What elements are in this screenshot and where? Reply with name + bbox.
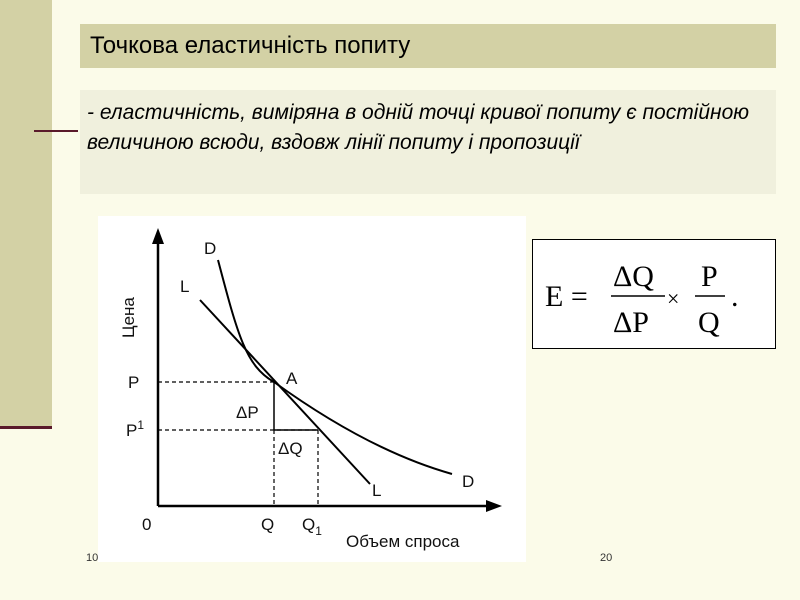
point-label: A [286,369,298,388]
formula-num2: P [701,260,718,293]
p-label: P [128,373,140,392]
formula-svg [533,240,777,350]
x-axis-arrow [486,500,502,512]
demand-curve [218,260,452,474]
formula-box [532,239,776,349]
line-label-top: L [180,277,190,296]
definition-text: - еластичність, виміряна в одній точці кривої попиту є постійною величиною всюди, вздовж лінії попиту і пропозиції [87,101,750,154]
curve-label-top: D [204,239,217,258]
page-number-left: 10 [86,552,99,564]
formula-den2: Q [698,306,720,339]
line-label-end: L [372,481,382,500]
y-axis-arrow [152,228,164,244]
curve-label-end: D [462,472,475,491]
formula-num1: ΔQ [613,260,654,293]
accent-line [34,130,78,132]
p1-label: $P^1$ [126,418,145,440]
delta-q-label: ΔQ [278,439,303,458]
x-axis-label: Объем спроса [346,532,460,551]
formula-end: . [731,280,739,313]
side-band [0,0,52,428]
formula-lhs: E = [545,280,588,313]
title-bar [80,24,776,68]
page-number-right: 20 [600,552,613,564]
formula-times: × [667,286,680,311]
definition-box [80,90,776,194]
origin-label: 0 [142,515,152,534]
graph-svg [98,216,526,562]
y-axis-label: Цена [119,297,138,338]
slide-title: Точкова еластичність попиту [90,32,411,59]
q1-label: $Q_1$ [302,515,322,538]
formula-den1: ΔP [613,306,649,339]
q-label: Q [261,515,275,534]
delta-p-label: ΔP [236,403,259,422]
elasticity-graph [98,216,526,562]
side-band-underline [0,426,52,429]
